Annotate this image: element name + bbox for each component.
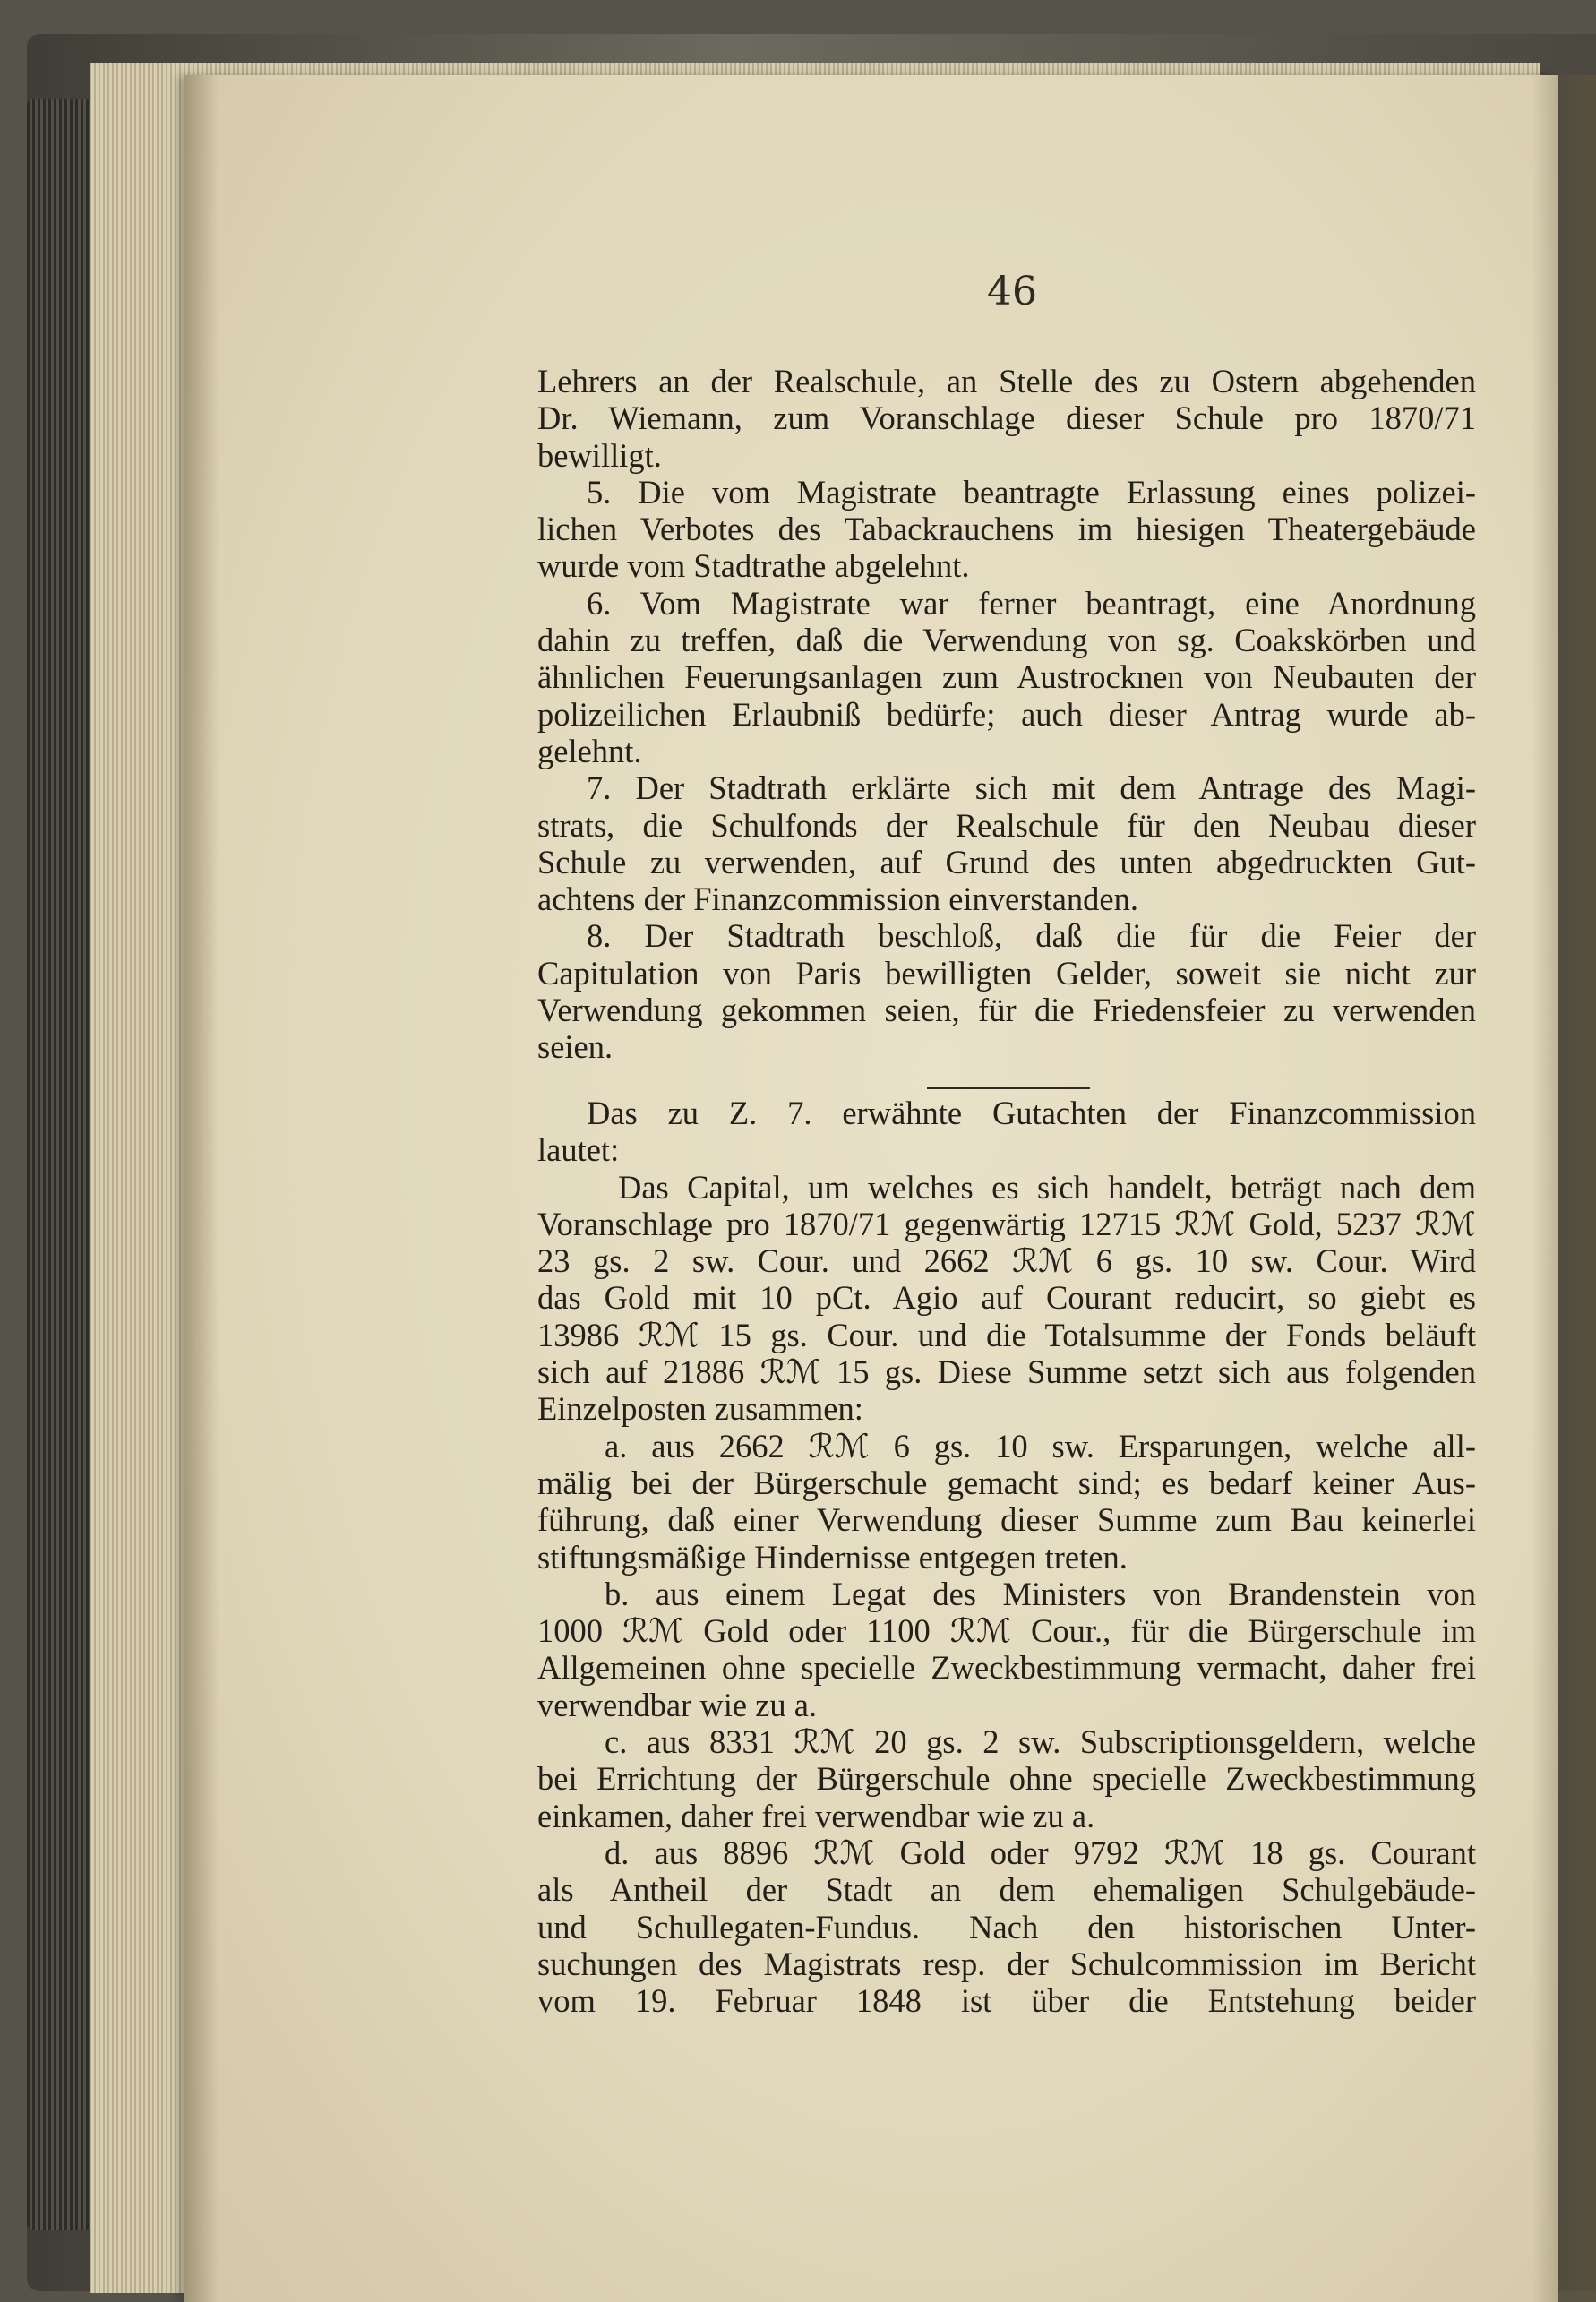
text-line: mälig bei der Bürgerschule gemacht sind; es bedarf keiner Aus- bbox=[537, 1464, 1476, 1501]
text-line: achtens der Finanzcommission einverstanden. bbox=[537, 880, 1139, 918]
text-line: strats, die Schulfonds der Realschule für den Neubau dieser bbox=[537, 806, 1476, 844]
text-line: vom 19. Februar 1848 ist über die Entstehung beider bbox=[537, 1982, 1476, 2020]
text-line: Einzelposten zusammen: bbox=[537, 1390, 863, 1428]
text-line: 7. Der Stadtrath erklärte sich mit dem Antrage des Magi- bbox=[587, 769, 1476, 807]
text-line: wurde vom Stadtrathe abgelehnt. bbox=[537, 547, 970, 585]
upper-text-block bbox=[537, 363, 1476, 1066]
text-line: Dr. Wiemann, zum Voranschlage dieser Schule pro 1870/71 bbox=[537, 399, 1476, 437]
text-line: Das Capital, um welches es sich handelt, beträgt nach dem bbox=[618, 1168, 1476, 1206]
text-line: das Gold mit 10 pCt. Agio auf Courant reducirt, so giebt es bbox=[537, 1279, 1476, 1317]
page-right-shadow bbox=[1532, 75, 1596, 2302]
cover-spine-edge bbox=[27, 99, 90, 2230]
text-line: führung, daß einer Verwendung dieser Summe zum Bau keinerlei bbox=[537, 1501, 1476, 1539]
text-line: Capitulation von Paris bewilligten Gelder, soweit sie nicht zur bbox=[537, 954, 1476, 992]
text-line: 5. Die vom Magistrate beantragte Erlassung eines polizei- bbox=[587, 473, 1476, 511]
text-line: c. aus 8331 ℛℳ 20 gs. 2 sw. Subscriptionsgeldern, welche bbox=[605, 1723, 1476, 1761]
page-gutter-shadow bbox=[184, 75, 219, 2302]
text-line: d. aus 8896 ℛℳ Gold oder 9792 ℛℳ 18 gs. Courant bbox=[605, 1834, 1476, 1871]
text-line: a. aus 2662 ℛℳ 6 gs. 10 sw. Ersparungen, welche all- bbox=[605, 1427, 1476, 1465]
text-line: bei Errichtung der Bürgerschule ohne specielle Zweckbestimmung bbox=[537, 1760, 1476, 1798]
text-line: gelehnt. bbox=[537, 732, 642, 769]
text-line: Allgemeinen ohne specielle Zweckbestimmung vermacht, daher frei bbox=[537, 1649, 1476, 1687]
page-number: 46 bbox=[987, 269, 1037, 314]
text-line: sich auf 21886 ℛℳ 15 gs. Diese Summe setzt sich aus folgenden bbox=[537, 1353, 1476, 1391]
text-line: b. aus einem Legat des Ministers von Brandenstein von bbox=[605, 1575, 1476, 1612]
text-line: Lehrers an der Realschule, an Stelle des zu Ostern abgehenden bbox=[537, 363, 1476, 399]
text-line: lichen Verbotes des Tabackrauchens im hiesigen Theatergebäude bbox=[537, 511, 1476, 548]
text-line: Voranschlage pro 1870/71 gegenwärtig 12715 ℛℳ Gold, 5237 ℛℳ bbox=[537, 1205, 1476, 1242]
text-line: 6. Vom Magistrate war ferner beantragt, eine Anordnung bbox=[587, 584, 1476, 622]
text-line: bewilligt. bbox=[537, 436, 662, 474]
text-line: lautet: bbox=[537, 1131, 620, 1169]
text-line: Das zu Z. 7. erwähnte Gutachten der Finanzcommission bbox=[587, 1095, 1476, 1131]
text-line: polizeilichen Erlaubniß bedürfe; auch dieser Antrag wurde ab- bbox=[537, 695, 1476, 733]
text-line: 8. Der Stadtrath beschloß, daß die für die Feier der bbox=[587, 917, 1476, 955]
text-line: als Antheil der Stadt an dem ehemaligen Schulgebäude- bbox=[537, 1871, 1476, 1909]
text-line: 13986 ℛℳ 15 gs. Cour. und die Totalsumme der Fonds beläuft bbox=[537, 1316, 1476, 1353]
text-line: 23 gs. 2 sw. Cour. und 2662 ℛℳ 6 gs. 10 sw. Cour. Wird bbox=[537, 1242, 1476, 1280]
lower-text-block bbox=[537, 1095, 1476, 2019]
text-line: und Schullegaten-Fundus. Nach den historischen Unter- bbox=[537, 1908, 1476, 1946]
text-line: Schule zu verwenden, auf Grund des unten abgedruckten Gut- bbox=[537, 843, 1476, 880]
text-line: dahin zu treffen, daß die Verwendung von sg. Coakskörben und bbox=[537, 622, 1476, 659]
text-line: seien. bbox=[537, 1028, 614, 1066]
text-line: verwendbar wie zu a. bbox=[537, 1686, 818, 1723]
text-line: 1000 ℛℳ Gold oder 1100 ℛℳ Cour., für die Bürgerschule im bbox=[537, 1612, 1476, 1650]
text-line: suchungen des Magistrats resp. der Schulcommission im Bericht bbox=[537, 1945, 1476, 1982]
text-line: ähnlichen Feuerungsanlagen zum Austrocknen von Neubauten der bbox=[537, 658, 1476, 696]
text-line: Verwendung gekommen seien, für die Friedensfeier zu verwenden bbox=[537, 992, 1476, 1029]
section-divider bbox=[927, 1087, 1090, 1089]
text-line: einkamen, daher frei verwendbar wie zu a. bbox=[537, 1797, 1095, 1834]
text-line: stiftungsmäßige Hindernisse entgegen treten. bbox=[537, 1538, 1128, 1576]
